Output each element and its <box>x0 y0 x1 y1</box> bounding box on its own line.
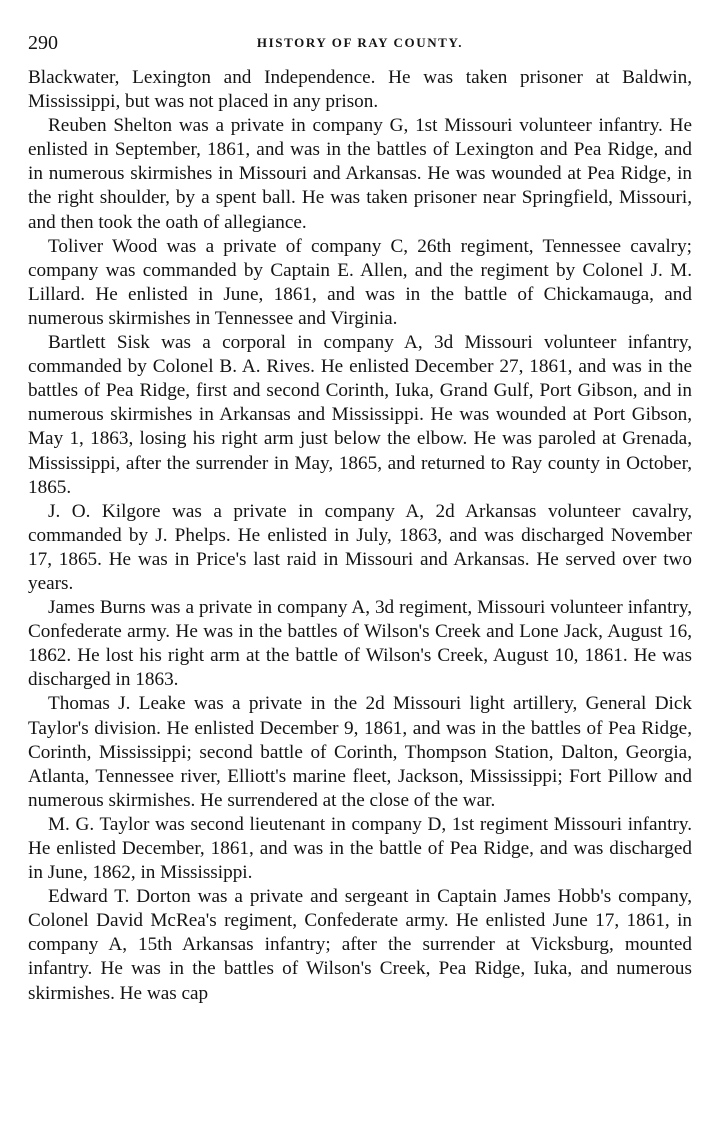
book-page <box>28 30 692 1006</box>
paragraph-james-burns: James Burns was a private in company A, 3d regiment, Missouri volunteer infantry, Confederate army. He was in the battles of Wilson's Creek and Lone Jack, August 16, 1862. He lost his right arm at the battle of Wilson's Creek, August 10, 1861. He was discharged in 1863. <box>28 597 692 691</box>
running-head: HISTORY OF RAY COUNTY. <box>256 35 464 50</box>
paragraph-j-o-kilgore: J. O. Kilgore was a private in company A, 2d Arkansas volunteer cavalry, commanded by J. Phelps. He enlisted in July, 1863, and was discharged November 17, 1865. He was in Price's last raid in Missouri and Arkansas. He served over two years. <box>28 500 692 594</box>
paragraph-bartlett-sisk: Bartlett Sisk was a corporal in company A, 3d Missouri volunteer infantry, commanded by Colonel B. A. Rives. He enlisted December 27, 1861, and was in the battles of Pea Ridge, first and second Corinth, Iuka, Grand Gulf, Port Gibson, and in numerous skirmishes in Arkansas and Mississippi. He was wounded at Port Gibson, May 1, 1863, losing his right arm just below the elbow. He was paroled at Grenada, Mississippi, after the surrender in May, 1865, and returned to Ray county in October, 1865. <box>28 332 692 498</box>
paragraph-thomas-j-leake: Thomas J. Leake was a private in the 2d Missouri light artillery, General Dick Taylor's division. He enlisted December 9, 1861, and was in the battles of Pea Ridge, Corinth, Mississippi; second battle of Corinth, Thompson Station, Dalton, Georgia, Atlanta, Tennessee river, Elliott's marine fleet, Jackson, Mississippi; Fort Pillow and numerous skirmishes. He surrendered at the close of the war. <box>28 693 692 811</box>
paragraph-reuben-shelton: Reuben Shelton was a private in company G, 1st Missouri volunteer infantry. He enlisted in September, 1861, and was in the battles of Lexington and Pea Ridge, and in numerous skirmishes in Missouri and Arkansas. He was wounded at Pea Ridge, in the right shoulder, by a spent ball. He was taken prisoner near Springfield, Missouri, and then took the oath of allegiance. <box>28 115 692 233</box>
page-header <box>28 30 692 56</box>
body-text <box>28 66 692 1006</box>
paragraph-m-g-taylor: M. G. Taylor was second lieutenant in company D, 1st regiment Missouri infantry. He enlisted December, 1861, and was in the battle of Pea Ridge, and was discharged in June, 1862, in Mississippi. <box>28 813 692 884</box>
paragraph-continuation: Blackwater, Lexington and Independence. He was taken prisoner at Baldwin, Mississippi, but was not placed in any prison. <box>28 67 692 113</box>
page-number: 290 <box>28 32 58 54</box>
paragraph-edward-t-dorton: Edward T. Dorton was a private and sergeant in Captain James Hobb's company, Colonel David McRea's regiment, Confederate army. He enlisted June 17, 1861, in company A, 15th Arkansas infantry; after the surrender at Vicksburg, mounted infantry. He was in the battles of Wilson's Creek, Pea Ridge, Iuka, and numerous skirmishes. He was cap <box>28 886 692 1004</box>
paragraph-toliver-wood: Toliver Wood was a private of company C, 26th regiment, Tennessee cavalry; company was commanded by Captain E. Allen, and the regiment by Colonel J. M. Lillard. He enlisted in June, 1861, and was in the battle of Chickamauga, and numerous skirmishes in Tennessee and Virginia. <box>28 235 692 329</box>
